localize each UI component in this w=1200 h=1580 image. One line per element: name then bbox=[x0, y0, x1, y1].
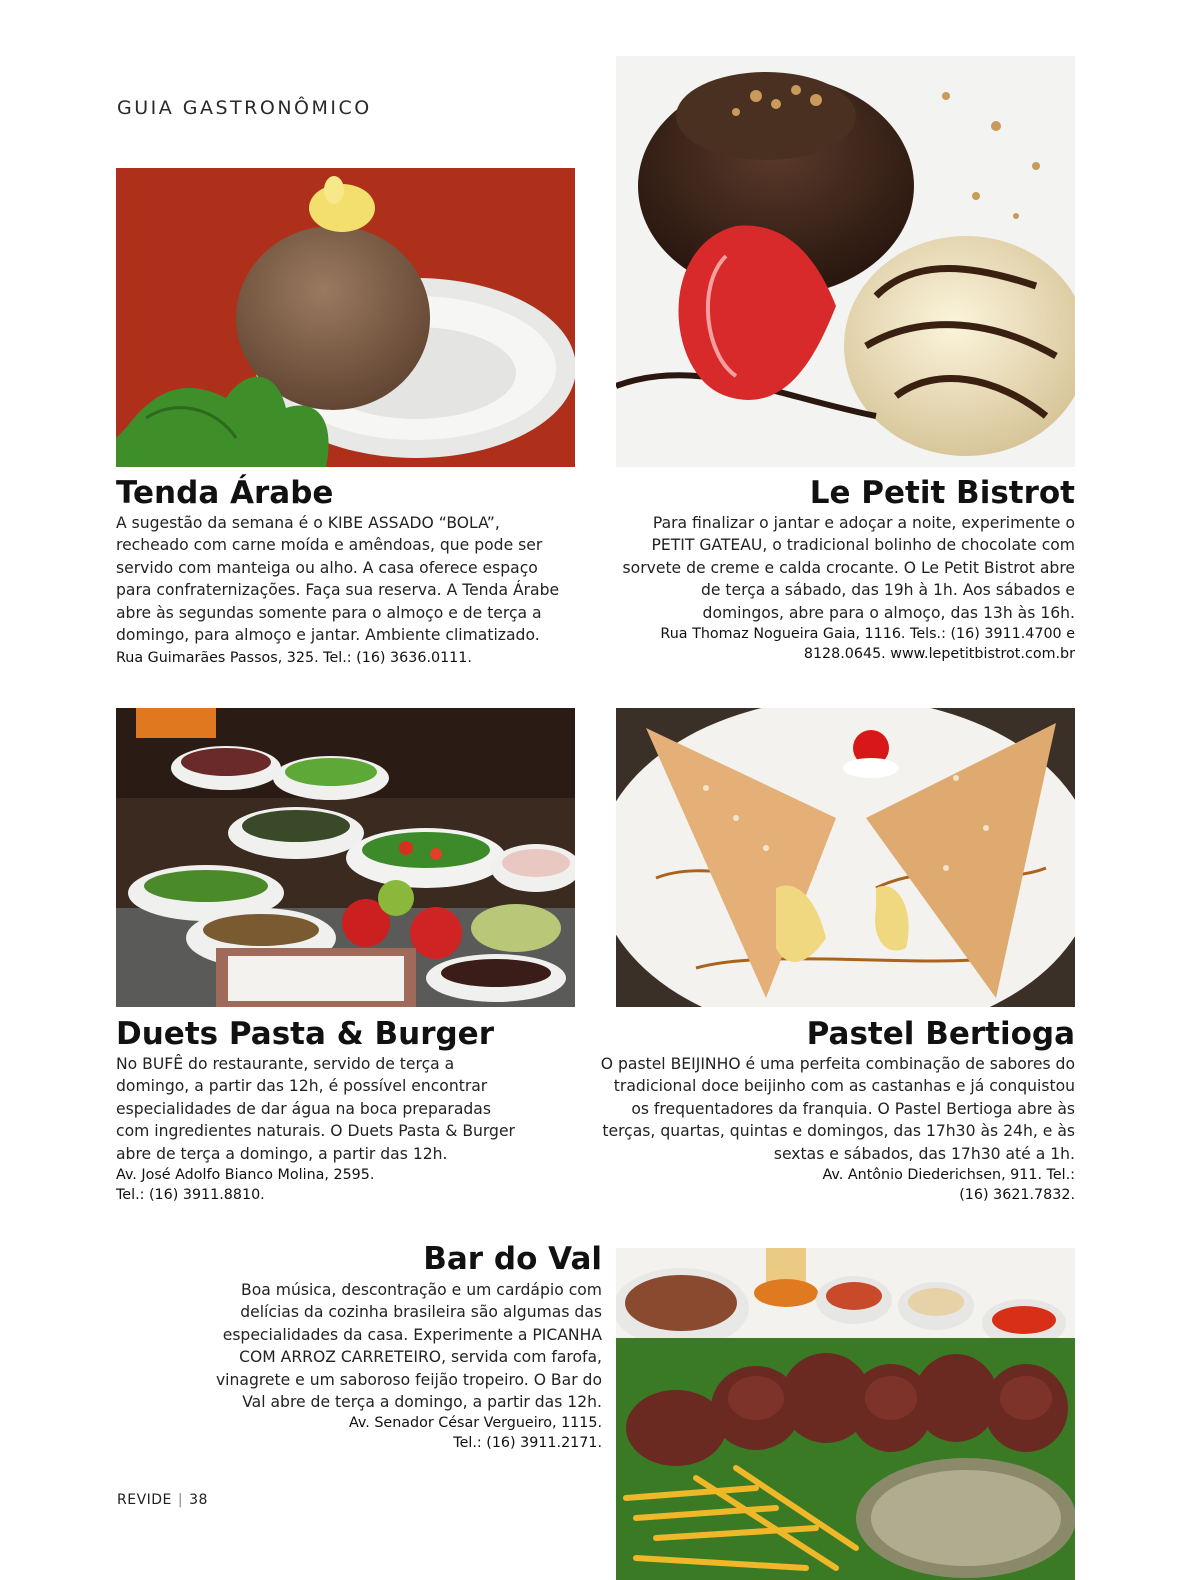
restaurant-address: Av. Antônio Diederichsen, 911. Tel.: (16) 3621.7832. bbox=[822, 1167, 1075, 1203]
pastel-icon bbox=[616, 708, 1075, 1007]
picanha-platter-icon bbox=[616, 1248, 1075, 1580]
restaurant-description: A sugestão da semana é o KIBE ASSADO “BOLA”, recheado com carne moída e amêndoas, que pode ser servido com manteiga ou alho. A casa oferece espaço para confraternizações. Faça sua reserva. A Tenda Árabe abre às segundas somente para o almoço e de terça a domingo, para almoço e jantar. Ambiente climatizado. bbox=[116, 514, 560, 645]
section-title: GUIA GASTRONÔMICO bbox=[117, 97, 372, 119]
restaurant-description: O pastel BEIJINHO é uma perfeita combinação de sabores do tradicional doce beijinho com as castanhas e já conquistou os frequentadores da franquia. O Pastel Bertioga abre às terças, quartas, quintas e domingos, das 17h30 às 24h, e às sextas e sábados, das 17h30 até a 1h. bbox=[600, 1055, 1075, 1163]
restaurant-name: Le Petit Bistrot bbox=[809, 475, 1075, 511]
kibe-plate-icon bbox=[116, 168, 575, 467]
restaurant-name: Duets Pasta & Burger bbox=[116, 1016, 494, 1052]
restaurant-name: Pastel Bertioga bbox=[806, 1016, 1075, 1052]
salad-buffet-icon bbox=[116, 708, 575, 1007]
petit-gateau-icon bbox=[616, 56, 1075, 467]
restaurant-name: Tenda Árabe bbox=[116, 475, 334, 511]
restaurant-description: Para finalizar o jantar e adoçar a noite, experimente o PETIT GATEAU, o tradicional bolinho de chocolate com sorvete de creme e calda crocante. O Le Petit Bistrot abre de terça a sábado, das 19h à 1h. Aos sábados e domingos, abre para o almoço, das 13h às 16h. bbox=[622, 514, 1075, 622]
page-footer: REVIDE | 38 bbox=[117, 1492, 208, 1508]
restaurant-description: Boa música, descontração e um cardápio com delícias da cozinha brasileira são algumas das especialidades da casa. Experimente a PICANHA COM ARROZ CARRETEIRO, servida com farofa, vinagrete e um saboroso feijão tropeiro. O Bar do Val abre de terça a domingo, a partir das 12h. bbox=[215, 1281, 602, 1412]
restaurant-address: Av. Senador César Vergueiro, 1115. Tel.: (16) 3911.2171. bbox=[348, 1415, 602, 1451]
magazine-name: REVIDE bbox=[117, 1492, 172, 1508]
restaurant-address: Av. José Adolfo Bianco Molina, 2595. Tel.: (16) 3911.8810. bbox=[116, 1167, 375, 1203]
restaurant-name: Bar do Val bbox=[423, 1241, 602, 1277]
restaurant-address: Rua Thomaz Nogueira Gaia, 1116. Tels.: (16) 3911.4700 e 8128.0645. www.lepetitbistrot.com.br bbox=[660, 626, 1075, 662]
page-number: 38 bbox=[189, 1492, 208, 1508]
restaurant-description: No BUFÊ do restaurante, servido de terça a domingo, a partir das 12h, é possível encontrar especialidades de dar água na boca preparadas com ingredientes naturais. O Duets Pasta & Burger abre de terça a domingo, a partir das 12h. bbox=[116, 1055, 515, 1163]
restaurant-address: Rua Guimarães Passos, 325. Tel.: (16) 3636.0111. bbox=[116, 650, 472, 666]
